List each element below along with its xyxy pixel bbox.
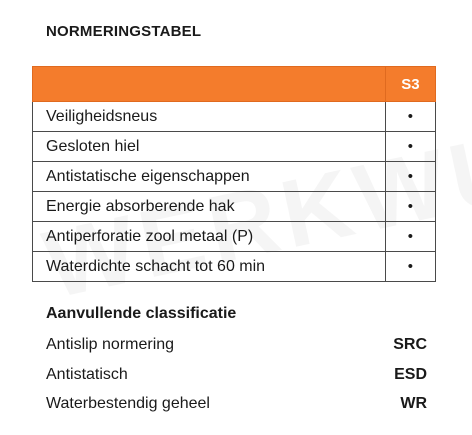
extra-row-antistatisch — [46, 364, 427, 386]
extra-row-antislip — [46, 334, 427, 356]
extra-row-waterbestendig — [46, 393, 427, 415]
extra-row-label: Antistatisch — [46, 366, 128, 383]
row-label: Gesloten hiel — [33, 132, 386, 162]
header-s3-cell: S3 — [385, 67, 435, 102]
extra-row-label: Antislip normering — [46, 336, 175, 353]
row-check-dot: • — [385, 192, 435, 222]
table-row — [33, 162, 436, 192]
extra-row-label: Waterbestendig geheel — [46, 395, 210, 412]
row-check-dot: • — [385, 102, 435, 132]
row-label: Energie absorberende hak — [33, 192, 386, 222]
row-label: Waterdichte schacht tot 60 min — [33, 252, 386, 282]
norm-table — [32, 66, 436, 282]
row-check-dot: • — [385, 162, 435, 192]
header-label-cell — [33, 67, 386, 102]
row-check-dot: • — [385, 252, 435, 282]
row-check-dot: • — [385, 132, 435, 162]
extra-row-code: SRC — [393, 336, 427, 353]
table-row — [33, 102, 436, 132]
row-label: Antiperforatie zool metaal (P) — [33, 222, 386, 252]
extra-row-code: WR — [400, 395, 427, 412]
extra-row-code: ESD — [394, 366, 427, 383]
row-label: Antistatische eigenschappen — [33, 162, 386, 192]
table-row — [33, 222, 436, 252]
table-row — [33, 192, 436, 222]
table-header-row — [33, 67, 436, 102]
table-row — [33, 132, 436, 162]
table-row — [33, 252, 436, 282]
page-title: NORMERINGSTABEL — [46, 23, 202, 40]
row-label: Veiligheidsneus — [33, 102, 386, 132]
extra-classification-title: Aanvullende classificatie — [46, 305, 237, 322]
row-check-dot: • — [385, 222, 435, 252]
